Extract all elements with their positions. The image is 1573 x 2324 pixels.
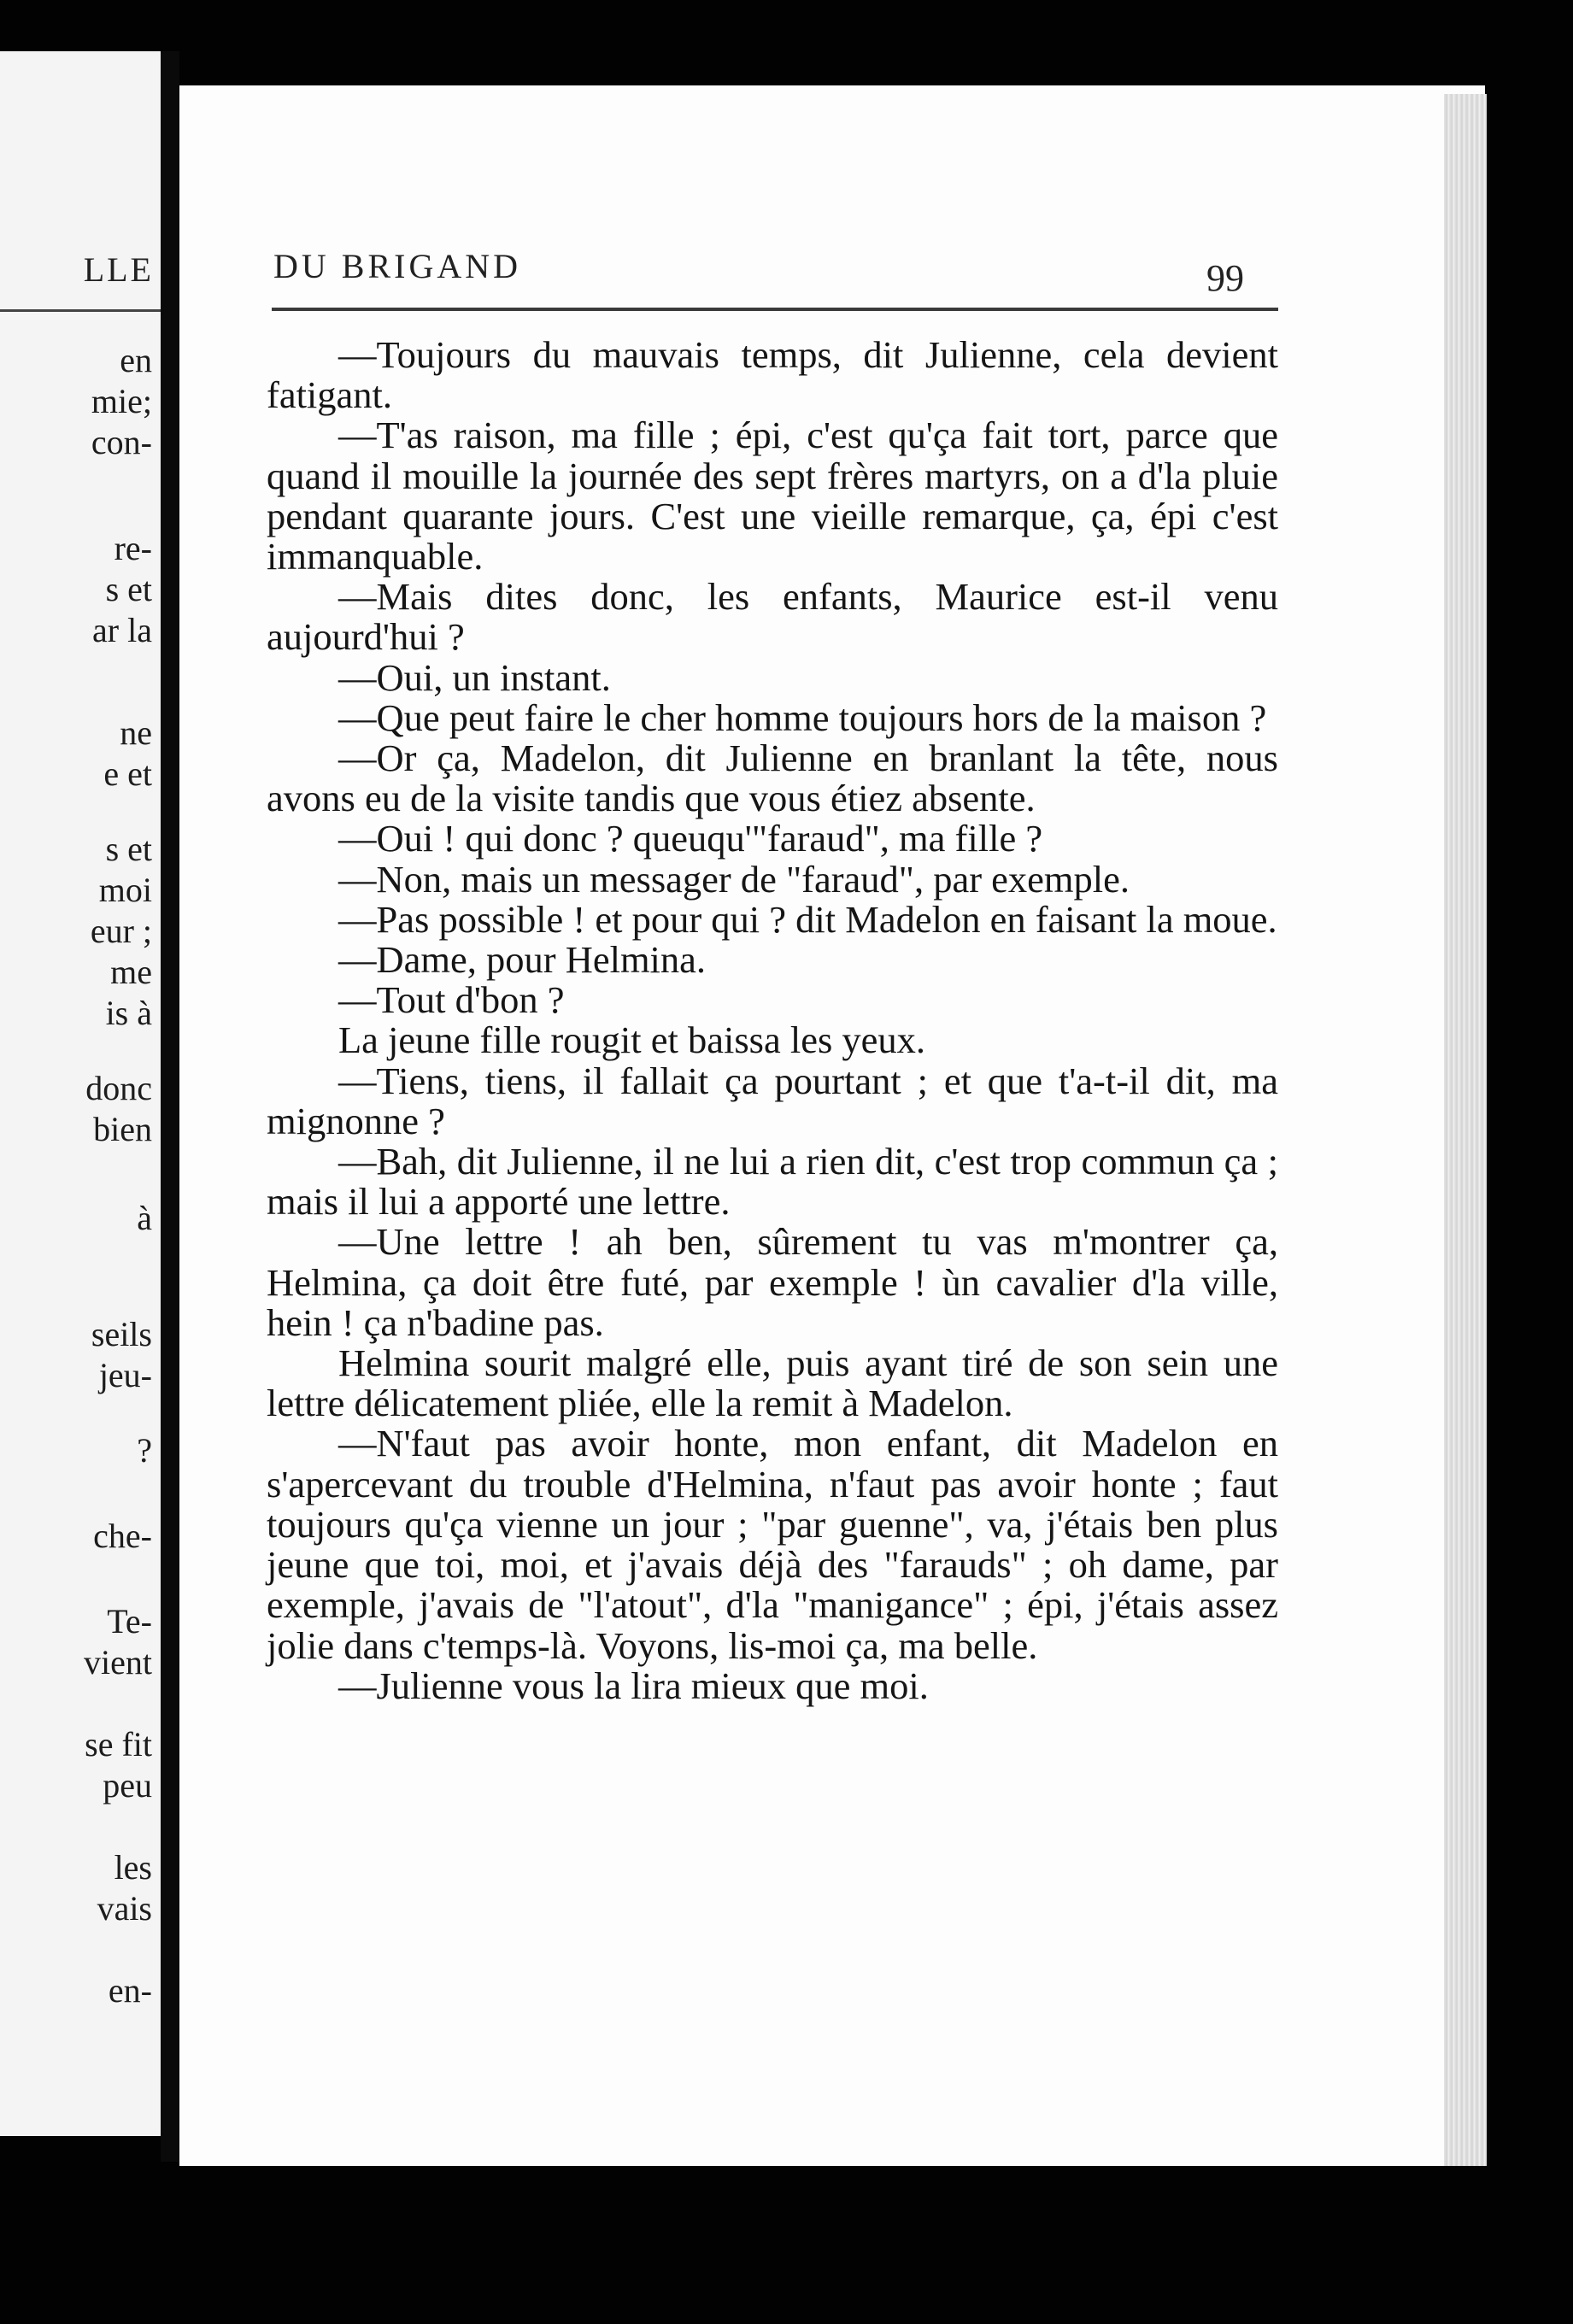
left-text-fragment: is à [105,994,152,1032]
paragraph: —Que peut faire le cher homme toujours hors de la maison ? [338,695,1267,739]
paragraph: —Dame, pour Helmina. [338,938,707,982]
paragraph: —Tout d'bon ? [338,978,565,1022]
left-text-fragment: ar la [92,611,152,649]
left-text-fragment: en- [108,1971,152,2010]
left-text-fragment: vient [84,1643,152,1681]
paragraph: —Oui, un instant. [338,655,611,699]
left-text-fragment: à [137,1199,152,1237]
page-number: 99 [1206,257,1244,299]
left-text-fragment: e et [103,754,152,793]
paragraph: —Toujours du mauvais temps, dit Julienne, cela devient fatigant. [267,333,1278,417]
left-text-fragment: peu [103,1766,152,1805]
left-text-fragment: donc [85,1069,152,1107]
left-text-fragment: les [114,1848,152,1887]
running-head: DU BRIGAND [273,247,521,285]
paragraph: —Bah, dit Julienne, il ne lui a rien dit, c'est trop commun ça ; mais il lui a apporté une lettre. [267,1140,1278,1224]
paragraph: Helmina sourit malgré elle, puis ayant tiré de son sein une lettre délicatement pliée, elle la remit à Madelon. [267,1341,1278,1425]
left-text-fragment: re- [114,529,152,567]
head-rule [272,308,1278,311]
left-text-fragment: eur ; [90,912,152,950]
left-text-fragment: ne [120,713,152,752]
paragraph: —Mais dites donc, les enfants, Maurice est-il venu aujourd'hui ? [267,575,1278,659]
paragraph: —T'as raison, ma fille ; épi, c'est qu'ça fait tort, parce que quand il mouille la journée des sept frères martyrs, on a d'la pluie pendant quarante jours. C'est une vieille remarque, ça, épi c'est immanquable. [267,414,1278,578]
paragraph: —Pas possible ! et pour qui ? dit Madelon en faisant la moue. [338,897,1277,941]
left-text-fragment: vais [97,1889,152,1928]
page-edges [1444,94,1487,2166]
paragraph: —Julienne vous la lira mieux que moi. [338,1664,929,1707]
paragraph: —Oui ! qui donc ? queuqu'"faraud", ma fille ? [338,817,1043,860]
left-text-fragment: en [120,341,152,379]
paragraph: —N'faut pas avoir honte, mon enfant, dit Madelon en s'apercevant du trouble d'Helmina, n'faut pas avoir honte ; faut toujours qu'ça vienne un jour ; "par guenne", va, j'étais ben plus jeune que toi, moi, et j'avais déjà des "farauds" ; oh dame, par exemple, j'avais de "l'atout", d'la "manigance" ; épi, j'étais assez jolie dans c'temps-là. Voyons, lis-moi ça, ma belle. [267,1422,1278,1667]
book-gutter [161,51,179,2162]
left-text-fragment: s et [105,570,152,608]
body-text [267,335,1278,1706]
left-text-fragment: jeu- [98,1356,152,1394]
left-text-fragment: che- [93,1517,152,1555]
left-text-fragment: se fit [85,1725,152,1764]
left-text-fragment: ? [137,1431,152,1470]
left-text-fragment: s et [105,830,152,868]
left-text-fragment: seils [91,1315,152,1353]
left-running-head: LLE [83,250,154,289]
left-head-rule [0,309,161,312]
left-text-fragment: Te- [107,1602,152,1640]
left-text-fragment: mie; [91,382,152,420]
paragraph: —Tiens, tiens, il fallait ça pourtant ; et que t'a-t-il dit, ma mignonne ? [267,1059,1278,1142]
left-facing-page [0,51,161,2136]
paragraph: —Une lettre ! ah ben, sûrement tu vas m'montrer ça, Helmina, ça doit être futé, par exemple ! ùn cavalier d'la ville, hein ! ça n'badine pas. [267,1220,1278,1344]
left-text-fragment: con- [91,423,152,461]
paragraph: —Non, mais un messager de "faraud", par exemple. [338,857,1130,901]
left-text-fragment: moi [98,871,152,909]
paragraph: La jeune fille rougit et baissa les yeux. [338,1018,926,1062]
left-text-fragment: me [110,953,152,991]
paragraph: —Or ça, Madelon, dit Julienne en branlant la tête, nous avons eu de la visite tandis que vous étiez absente. [267,737,1278,820]
left-text-fragment: bien [93,1110,152,1148]
